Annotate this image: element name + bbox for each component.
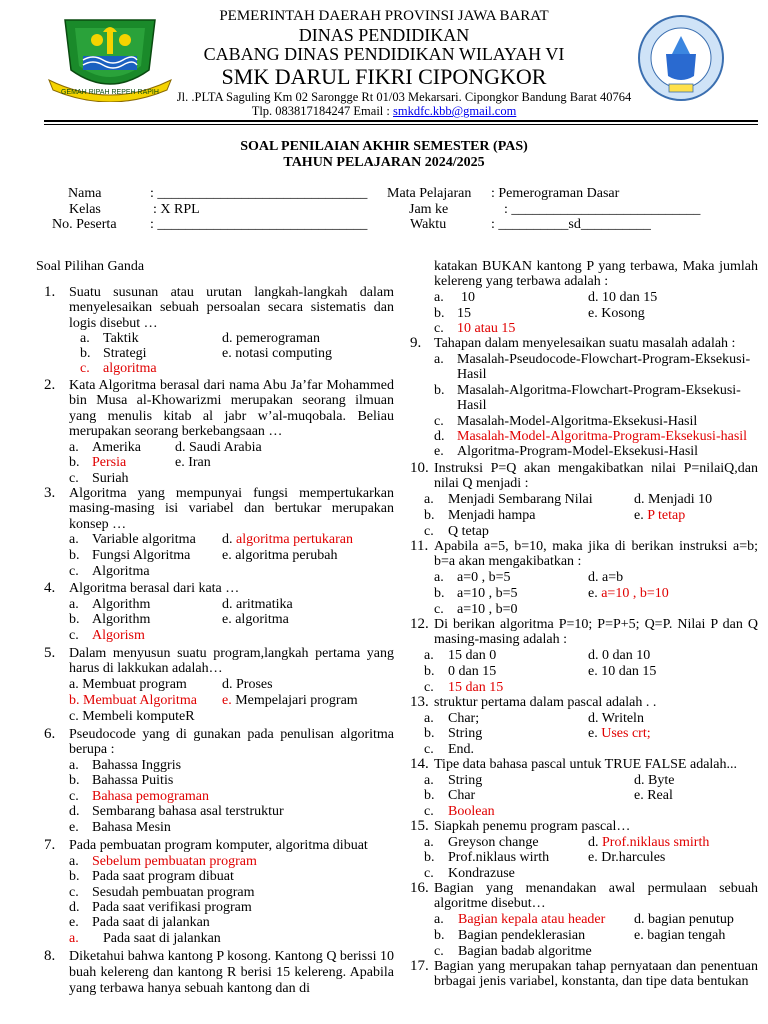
logo-left-motto: GEMAH RIPAH REPEH RAPIH bbox=[61, 89, 159, 96]
option-c[interactable]: c. Q tetap bbox=[424, 524, 489, 539]
option-a-duplicate[interactable]: a. Pada saat di jalankan bbox=[69, 931, 221, 946]
option-b[interactable]: b. 15 bbox=[434, 306, 471, 321]
question-number: 17. bbox=[410, 958, 429, 974]
option-a[interactable]: a. Taktik bbox=[80, 331, 139, 346]
option-b[interactable]: b. Strategi bbox=[80, 346, 147, 361]
question-number: 11. bbox=[410, 538, 429, 554]
question-text: Instruksi P=Q akan mengakibatkan nilai P=nilaiQ,dan nilai Q menjadi : bbox=[434, 461, 758, 492]
question-text: Tipe data bahasa pascal untuk TRUE FALSE adalah... bbox=[434, 757, 738, 772]
option-d[interactable]: d. pemerograman bbox=[222, 331, 320, 346]
question-8-continued bbox=[410, 259, 758, 336]
option-e[interactable]: e. Mempelajari program bbox=[222, 693, 358, 708]
option-c[interactable]: c. Membeli komputeR bbox=[69, 709, 195, 724]
option-a[interactable]: a. Algorithm bbox=[69, 597, 151, 612]
option-d[interactable]: d. bagian penutup bbox=[634, 912, 734, 927]
question-3 bbox=[44, 486, 394, 578]
option-b[interactable]: b. String bbox=[424, 726, 483, 741]
option-d-answer[interactable]: d. Prof.niklaus smirth bbox=[588, 835, 710, 850]
option-b[interactable]: b. Fungsi Algoritma bbox=[69, 548, 191, 563]
option-b[interactable]: b. Pada saat program dibuat bbox=[69, 869, 234, 884]
question-10 bbox=[410, 461, 758, 539]
question-number: 5. bbox=[44, 645, 56, 661]
option-e[interactable]: e. Kosong bbox=[588, 306, 645, 321]
header-branch: CABANG DINAS PENDIDIKAN WILAYAH VI bbox=[203, 44, 565, 64]
option-c-answer[interactable]: c. 10 atau 15 bbox=[434, 321, 516, 336]
question-text: Kata Algoritma berasal dari nama Abu Ja’far Mohammed bin Musa al-Khowarizmi merupakan seorang ilmuan yang menulis kitab al jabr w’al-muqobala. Beliau merupakan seorang berkebangsaan … bbox=[69, 378, 394, 440]
question-6 bbox=[44, 727, 394, 835]
question-12 bbox=[410, 617, 758, 695]
question-text: Algoritma yang mempunyai fungsi mempertukarkan masing-masing isi variabel dan bertukar merupakan konsep … bbox=[69, 486, 394, 532]
option-a[interactable]: a. Amerika bbox=[69, 440, 141, 455]
question-text: Siapkah penemu program pascal… bbox=[434, 819, 631, 834]
option-a[interactable]: a. Membuat program bbox=[69, 677, 187, 692]
option-a[interactable]: a. Bahassa Inggris bbox=[69, 758, 182, 773]
question-14 bbox=[410, 757, 758, 819]
option-c[interactable]: c. a=10 , b=0 bbox=[434, 602, 518, 617]
question-number: 3. bbox=[44, 485, 56, 501]
header-government: PEMERINTAH DAERAH PROVINSI JAWA BARAT bbox=[219, 8, 549, 24]
option-e[interactable]: e. algoritma bbox=[222, 612, 289, 627]
option-a[interactable]: a. Masalah-Pseudocode-Flowchart-Program-Eksekusi-Hasil bbox=[434, 352, 751, 383]
info-waktu-field[interactable]: : __________sd__________ bbox=[491, 217, 651, 232]
option-e[interactable]: e. algoritma perubah bbox=[222, 548, 338, 563]
option-c-answer[interactable]: c. Boolean bbox=[424, 804, 495, 819]
info-jam-field[interactable]: : ___________________________ bbox=[504, 202, 701, 217]
option-b[interactable]: b. Menjadi hampa bbox=[424, 508, 536, 523]
info-nama-field[interactable]: : ______________________________ bbox=[150, 186, 368, 201]
option-d-answer[interactable]: d. algoritma pertukaran bbox=[222, 532, 354, 547]
option-d[interactable]: d. Sembarang bahasa asal terstruktur bbox=[69, 804, 284, 819]
option-c-answer[interactable]: c. 15 dan 15 bbox=[424, 680, 504, 695]
option-e[interactable]: e. Dr.harcules bbox=[588, 850, 666, 865]
header-school-name: SMK DARUL FIKRI CIPONGKOR bbox=[221, 64, 547, 89]
question-13 bbox=[410, 695, 758, 757]
option-d[interactable]: d. Saudi Arabia bbox=[175, 440, 262, 455]
option-c[interactable]: c. Masalah-Model-Algoritma-Eksekusi-Hasil bbox=[434, 414, 698, 429]
header-address: Jl. .PLTA Saguling Km 02 Sarongge Rt 01/03 Mekarsari. Cipongkor Bandung Barat 40764 bbox=[176, 90, 632, 104]
option-b[interactable]: b. Masalah-Algoritma-Flowchart-Program-Eksekusi-Hasil bbox=[434, 383, 741, 414]
option-e[interactable]: e. Pada saat di jalankan bbox=[69, 915, 210, 930]
option-d-answer[interactable]: d. Masalah-Model-Algoritma-Program-Eksekusi-hasil bbox=[434, 429, 748, 444]
info-kelas-label: Kelas bbox=[69, 202, 101, 217]
option-c-answer[interactable]: c. Algorism bbox=[69, 628, 145, 643]
info-mapel-value: : Pemerograman Dasar bbox=[491, 186, 620, 201]
option-c-answer[interactable]: c. Bahasa pemograman bbox=[69, 789, 210, 804]
header-email-link[interactable]: smkdfc.kbb@gmail.com bbox=[393, 104, 517, 118]
question-4 bbox=[44, 581, 394, 643]
question-text: Pada pembuatan program komputer, algoritma dibuat bbox=[69, 838, 368, 853]
option-a-answer[interactable]: a. Bagian kepala atau header bbox=[434, 912, 606, 927]
option-d[interactable]: d. 10 dan 15 bbox=[588, 290, 658, 305]
question-number: 15. bbox=[410, 818, 429, 834]
right-column bbox=[410, 259, 758, 990]
question-5 bbox=[44, 646, 394, 724]
question-text: Bagian yang menandakan awal permulaan sebuah algoritme disebut… bbox=[434, 881, 758, 912]
option-d[interactable]: d. Byte bbox=[634, 773, 675, 788]
option-b[interactable]: b. Prof.niklaus wirth bbox=[424, 850, 550, 865]
question-text: Tahapan dalam menyelesaikan suatu masalah adalah : bbox=[434, 336, 736, 351]
question-text: Algoritma berasal dari kata … bbox=[69, 581, 240, 596]
question-text: Dalam menyusun suatu program,langkah pertama yang harus di lakkukan adalah… bbox=[69, 646, 394, 677]
option-b[interactable]: b. 0 dan 15 bbox=[424, 664, 497, 679]
question-text: Diketahui bahwa kantong P kosong. Kantong Q berissi 10 buah kelereng dan kantong R berisi 15 kelereng. Apabila yang terbawa hanya sebuah kantong dan di bbox=[69, 949, 394, 996]
option-e-answer[interactable]: e. a=10 , b=10 bbox=[588, 586, 669, 601]
option-c-answer[interactable]: c. algoritma bbox=[80, 361, 157, 376]
option-a[interactable]: a. 15 dan 0 bbox=[424, 648, 497, 663]
info-waktu-label: Waktu bbox=[410, 217, 447, 232]
question-text: struktur pertama dalam pascal adalah . . bbox=[434, 695, 657, 710]
option-e[interactable]: e. notasi computing bbox=[222, 346, 333, 361]
exam-year: TAHUN PELAJARAN 2024/2025 bbox=[283, 155, 485, 170]
option-b[interactable]: b. Bagian pendeklerasian bbox=[434, 928, 586, 943]
header-contact bbox=[0, 104, 768, 119]
question-16 bbox=[410, 881, 758, 959]
option-d[interactable]: d. aritmatika bbox=[222, 597, 293, 612]
header-rule-thin bbox=[44, 124, 758, 125]
option-b-answer[interactable]: b. Persia bbox=[69, 455, 127, 470]
option-e[interactable]: e. Real bbox=[634, 788, 673, 803]
option-e[interactable]: e. Algoritma-Program-Model-Eksekusi-Hasil bbox=[434, 444, 699, 459]
question-text: katakan BUKAN kantong P yang terbawa, Maka jumlah kelereng yang terbawa adalah : bbox=[434, 259, 758, 290]
option-b[interactable]: b. Algorithm bbox=[69, 612, 151, 627]
option-e[interactable]: e. bagian tengah bbox=[634, 928, 726, 943]
question-15 bbox=[410, 819, 758, 881]
option-e[interactable]: e. 10 dan 15 bbox=[588, 664, 657, 679]
question-text: Suatu susunan atau urutan langkah-langkah dalam menyelesaikan sebuah persoalan secara sistematis dan logis disebut … bbox=[69, 285, 394, 331]
option-a[interactable]: a. 10 bbox=[434, 290, 475, 305]
option-c[interactable]: c. Kondrazuse bbox=[424, 866, 515, 881]
option-e[interactable]: e. Bahasa Mesin bbox=[69, 820, 171, 835]
question-number: 9. bbox=[410, 335, 422, 351]
question-number: 12. bbox=[410, 616, 429, 632]
question-text: Di berikan algoritma P=10; P=P+5; Q=P. Nilai P dan Q masing-masing adalah : bbox=[434, 617, 758, 648]
option-a[interactable]: a. Char; bbox=[424, 711, 480, 726]
option-c[interactable]: c. Sesudah pembuatan program bbox=[69, 885, 255, 900]
left-column bbox=[44, 285, 394, 997]
question-17 bbox=[410, 959, 758, 990]
question-9 bbox=[410, 336, 758, 461]
option-c[interactable]: c. End. bbox=[424, 742, 475, 757]
option-e[interactable]: e. Iran bbox=[175, 455, 211, 470]
option-b[interactable]: b. a=10 , b=5 bbox=[434, 586, 518, 601]
question-number: 10. bbox=[410, 460, 429, 476]
option-d[interactable]: d. a=b bbox=[588, 570, 624, 585]
question-1 bbox=[44, 284, 394, 376]
info-jam-label: Jam ke bbox=[409, 202, 449, 217]
question-11 bbox=[410, 539, 758, 617]
question-7 bbox=[44, 838, 394, 948]
exam-title: SOAL PENILAIAN AKHIR SEMESTER (PAS) bbox=[240, 139, 528, 154]
question-text: Apabila a=5, b=10, maka jika di berikan instruksi a=b; b=a akan mengakibatkan : bbox=[434, 539, 758, 570]
option-e-answer[interactable]: e. P tetap bbox=[634, 508, 686, 523]
option-d[interactable]: d. Proses bbox=[222, 677, 273, 692]
question-number: 8. bbox=[44, 948, 56, 964]
option-a[interactable]: a. a=0 , b=5 bbox=[434, 570, 511, 585]
question-number: 16. bbox=[410, 880, 429, 896]
question-8 bbox=[44, 949, 394, 997]
info-peserta-field[interactable]: : ______________________________ bbox=[150, 217, 368, 232]
question-number: 14. bbox=[410, 756, 429, 772]
question-text: Bagian yang merupakan tahap pernyataan dan penentuan brbagai jenis variabel, konstanta, dan tipe data bentukan bbox=[434, 959, 758, 990]
option-d[interactable]: d. Menjadi 10 bbox=[634, 492, 713, 507]
option-b-answer[interactable]: b. Membuat Algoritma bbox=[69, 693, 197, 708]
question-2 bbox=[44, 378, 394, 486]
option-d[interactable]: d. Writeln bbox=[588, 711, 644, 726]
question-number: 1. bbox=[44, 284, 56, 300]
header-department: DINAS PENDIDIKAN bbox=[298, 25, 470, 45]
info-mapel-label: Mata Pelajaran bbox=[387, 186, 472, 201]
question-number: 4. bbox=[44, 580, 56, 596]
option-a[interactable]: a. String bbox=[424, 773, 483, 788]
option-a[interactable]: a. Variable algoritma bbox=[69, 532, 196, 547]
header-rule-thick bbox=[44, 120, 758, 122]
option-c[interactable]: c. Algoritma bbox=[69, 564, 150, 579]
info-peserta-label: No. Peserta bbox=[52, 217, 117, 232]
section-title: Soal Pilihan Ganda bbox=[36, 259, 145, 274]
option-a[interactable]: a. Greyson change bbox=[424, 835, 539, 850]
option-e-answer[interactable]: e. Uses crt; bbox=[588, 726, 651, 741]
info-kelas-value: : X RPL bbox=[153, 202, 200, 217]
option-a[interactable]: a. Menjadi Sembarang Nilai bbox=[424, 492, 593, 507]
option-d[interactable]: d. 0 dan 10 bbox=[588, 648, 651, 663]
question-number: 13. bbox=[410, 694, 429, 710]
question-text: Pseudocode yang di gunakan pada penulisan algoritma berupa : bbox=[69, 727, 394, 758]
question-number: 7. bbox=[44, 837, 56, 853]
option-d[interactable]: d. Pada saat verifikasi program bbox=[69, 900, 252, 915]
info-nama-label: Nama bbox=[68, 186, 102, 201]
option-b[interactable]: b. Char bbox=[424, 788, 476, 803]
option-a-answer[interactable]: a. Sebelum pembuatan program bbox=[69, 854, 257, 869]
option-c[interactable]: c. Bagian badab algoritme bbox=[434, 944, 592, 959]
header-phone: Tlp. 083817184247 Email : bbox=[251, 104, 393, 118]
question-number: 2. bbox=[44, 377, 56, 393]
option-c[interactable]: c. Suriah bbox=[69, 471, 129, 486]
option-b[interactable]: b. Bahassa Puitis bbox=[69, 773, 174, 788]
question-number: 6. bbox=[44, 726, 56, 742]
